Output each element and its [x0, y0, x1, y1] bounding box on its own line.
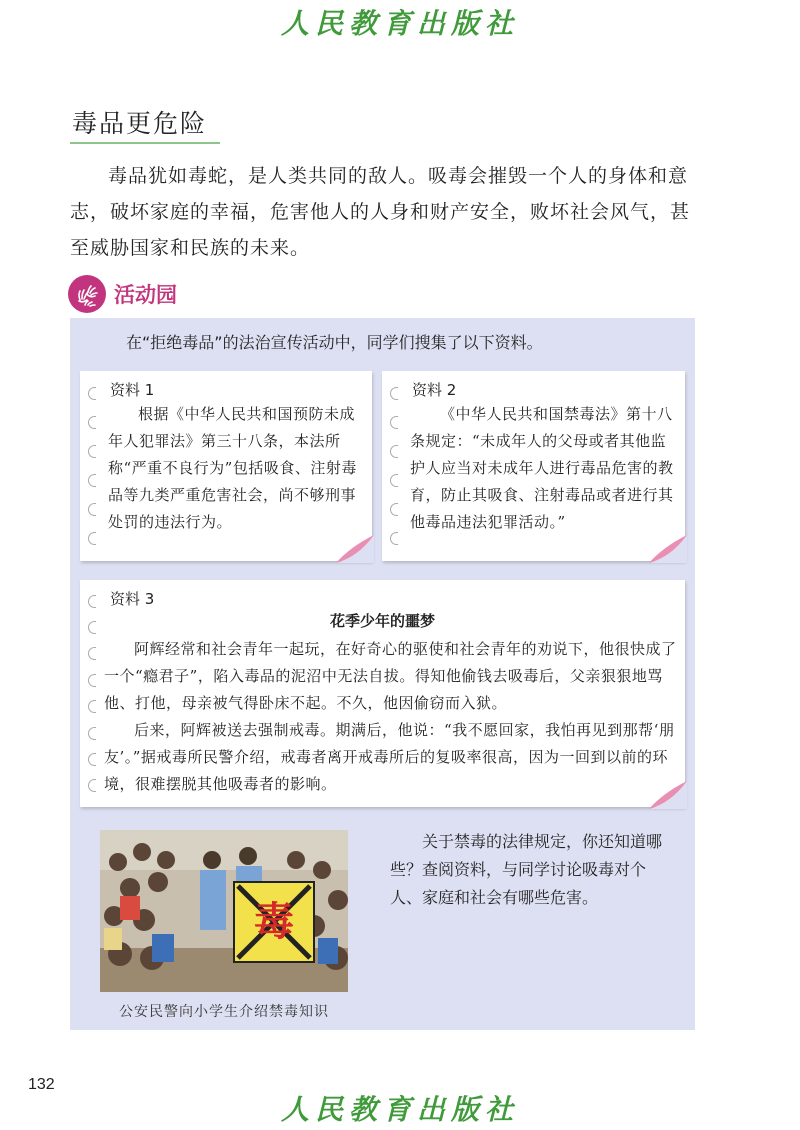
sign-character: 毒 [254, 898, 294, 945]
material-card-2 [382, 371, 685, 561]
classroom-photo [100, 830, 348, 992]
section-intro: 毒品犹如毒蛇，是人类共同的敌人。吸毒会摧毁一个人的身体和意志，破坏家庭的幸福，危害他人的人身和财产安全，败坏社会风气，甚至威胁国家和民族的未来。 [70, 165, 691, 259]
activity-panel [70, 318, 695, 1030]
discussion-prompt: 关于禁毒的法律规定，你还知道哪些？查阅资料，与同学讨论吸毒对个人、家庭和社会有哪些危害。 [390, 832, 663, 907]
page-curl-icon [649, 781, 687, 809]
activity-intro: 在“拒绝毒品”的法治宣传活动中，同学们搜集了以下资料。 [126, 333, 543, 352]
title-underline [70, 142, 220, 144]
ring-binding [88, 379, 98, 553]
ring-binding [390, 379, 400, 553]
activity-label: 活动园 [114, 283, 177, 307]
story-paragraph: 阿辉经常和社会青年一起玩，在好奇心的驱使和社会青年的劝说下，他很快成了一个“瘾君子”，陷入毒品的泥沼中无法自拔。得知他偷钱去吸毒后，父亲狠狠地骂他、打他，母亲被气得卧床不起。不久，他因偷窃而入狱。 [104, 640, 677, 712]
material-card-3 [80, 580, 685, 807]
material-label: 资料 3 [110, 590, 155, 608]
publisher-logo-bottom: 人民教育出版社 [280, 1093, 519, 1126]
material-card-1 [80, 371, 372, 561]
page-number: 132 [28, 1076, 55, 1093]
story-title: 花季少年的噩梦 [329, 612, 435, 630]
material-label: 资料 2 [412, 381, 457, 399]
material-label: 资料 1 [110, 381, 155, 399]
page-curl-icon [336, 535, 374, 563]
section-title: 毒品更危险 [72, 109, 208, 138]
material-text: 根据《中华人民共和国预防未成年人犯罪法》第三十八条，本法所称“严重不良行为”包括吸食、注射毒品等九类严重危害社会，尚不够刑事处罚的违法行为。 [108, 405, 357, 531]
story-paragraph: 后来，阿辉被送去强制戒毒。期满后，他说：“我不愿回家，我怕再见到那帮‘朋友’。”据戒毒所民警介绍，戒毒者离开戒毒所后的复吸率很高，因为一回到以前的环境，很难摆脱其他吸毒者的影响。 [104, 721, 675, 793]
page-curl-icon [649, 535, 687, 563]
publisher-logo-top: 人民教育出版社 [280, 7, 519, 40]
photo-caption: 公安民警向小学生介绍禁毒知识 [119, 1004, 329, 1020]
material-text: 《中华人民共和国禁毒法》第十八条规定：“未成年人的父母或者其他监护人应当对未成年人进行毒品危害的教育，防止其吸食、注射毒品或者进行其他毒品违法犯罪活动。” [410, 405, 674, 531]
activity-header [68, 274, 177, 314]
handprints-icon [68, 275, 106, 313]
